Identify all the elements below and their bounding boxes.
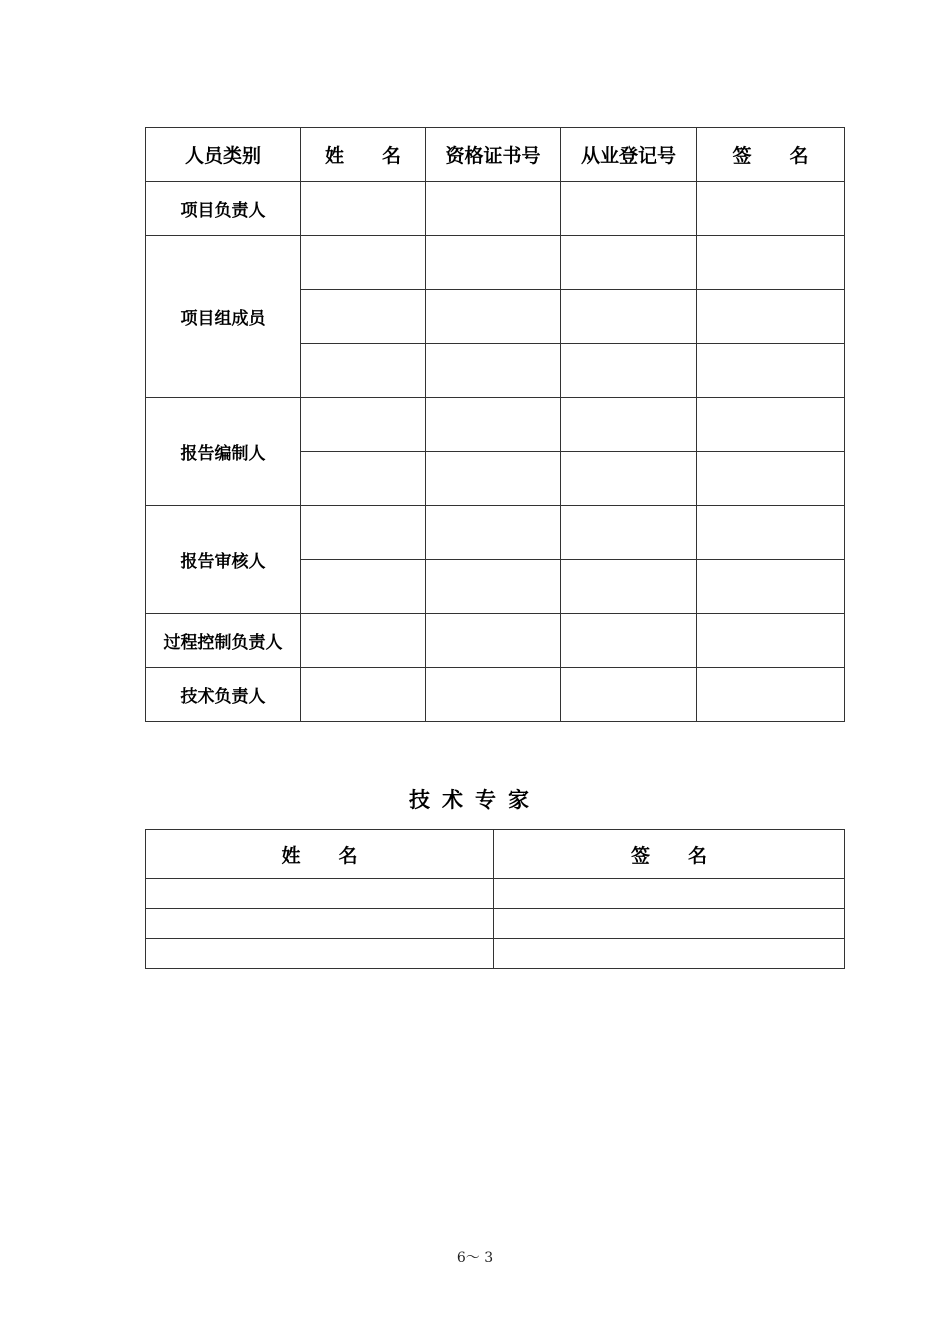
name-cell[interactable] [301, 452, 426, 506]
expert-table [145, 829, 845, 969]
certificate-cell[interactable] [426, 560, 561, 614]
name-cell[interactable] [301, 560, 426, 614]
signature-cell[interactable] [697, 398, 845, 452]
table-row [146, 909, 845, 939]
registration-cell[interactable] [561, 236, 697, 290]
table-row [146, 939, 845, 969]
category-report-author: 报告编制人 [146, 398, 301, 506]
category-process-control-leader: 过程控制负责人 [146, 614, 301, 668]
expert-header-name: 姓 名 [146, 830, 494, 879]
table-row [146, 506, 845, 560]
header-row [146, 830, 845, 879]
registration-cell[interactable] [561, 344, 697, 398]
certificate-cell[interactable] [426, 236, 561, 290]
signature-cell[interactable] [697, 182, 845, 236]
registration-cell[interactable] [561, 398, 697, 452]
table-row [146, 236, 845, 290]
header-name: 姓 名 [301, 128, 426, 182]
certificate-cell[interactable] [426, 182, 561, 236]
expert-header-signature: 签 名 [494, 830, 845, 879]
table-row [146, 879, 845, 909]
category-technical-leader: 技术负责人 [146, 668, 301, 722]
registration-cell[interactable] [561, 506, 697, 560]
table-row [146, 398, 845, 452]
certificate-cell[interactable] [426, 290, 561, 344]
certificate-cell[interactable] [426, 506, 561, 560]
certificate-cell[interactable] [426, 344, 561, 398]
signature-cell[interactable] [697, 452, 845, 506]
category-project-leader: 项目负责人 [146, 182, 301, 236]
signature-cell[interactable] [697, 614, 845, 668]
signature-cell[interactable] [697, 560, 845, 614]
signature-cell[interactable] [697, 668, 845, 722]
header-signature: 签 名 [697, 128, 845, 182]
name-cell[interactable] [301, 236, 426, 290]
expert-name-cell[interactable] [146, 879, 494, 909]
category-project-members: 项目组成员 [146, 236, 301, 398]
expert-name-cell[interactable] [146, 939, 494, 969]
name-cell[interactable] [301, 290, 426, 344]
registration-cell[interactable] [561, 452, 697, 506]
registration-cell[interactable] [561, 560, 697, 614]
header-certificate-no: 资格证书号 [426, 128, 561, 182]
name-cell[interactable] [301, 398, 426, 452]
expert-signature-cell[interactable] [494, 909, 845, 939]
header-registration-no: 从业登记号 [561, 128, 697, 182]
certificate-cell[interactable] [426, 668, 561, 722]
table-row [146, 668, 845, 722]
table-row [146, 614, 845, 668]
signature-cell[interactable] [697, 344, 845, 398]
registration-cell[interactable] [561, 668, 697, 722]
header-row [146, 128, 845, 182]
name-cell[interactable] [301, 506, 426, 560]
registration-cell[interactable] [561, 614, 697, 668]
name-cell[interactable] [301, 614, 426, 668]
certificate-cell[interactable] [426, 614, 561, 668]
expert-signature-cell[interactable] [494, 879, 845, 909]
registration-cell[interactable] [561, 290, 697, 344]
table-row [146, 182, 845, 236]
signature-cell[interactable] [697, 236, 845, 290]
expert-signature-cell[interactable] [494, 939, 845, 969]
certificate-cell[interactable] [426, 452, 561, 506]
certificate-cell[interactable] [426, 398, 561, 452]
expert-section-title: 技术专家 [409, 787, 541, 812]
category-report-reviewer: 报告审核人 [146, 506, 301, 614]
header-category: 人员类别 [146, 128, 301, 182]
signature-cell[interactable] [697, 506, 845, 560]
signature-cell[interactable] [697, 290, 845, 344]
name-cell[interactable] [301, 668, 426, 722]
page-number: 6～ 3 [456, 1250, 494, 1266]
expert-name-cell[interactable] [146, 909, 494, 939]
staff-table [145, 127, 845, 722]
name-cell[interactable] [301, 344, 426, 398]
name-cell[interactable] [301, 182, 426, 236]
registration-cell[interactable] [561, 182, 697, 236]
